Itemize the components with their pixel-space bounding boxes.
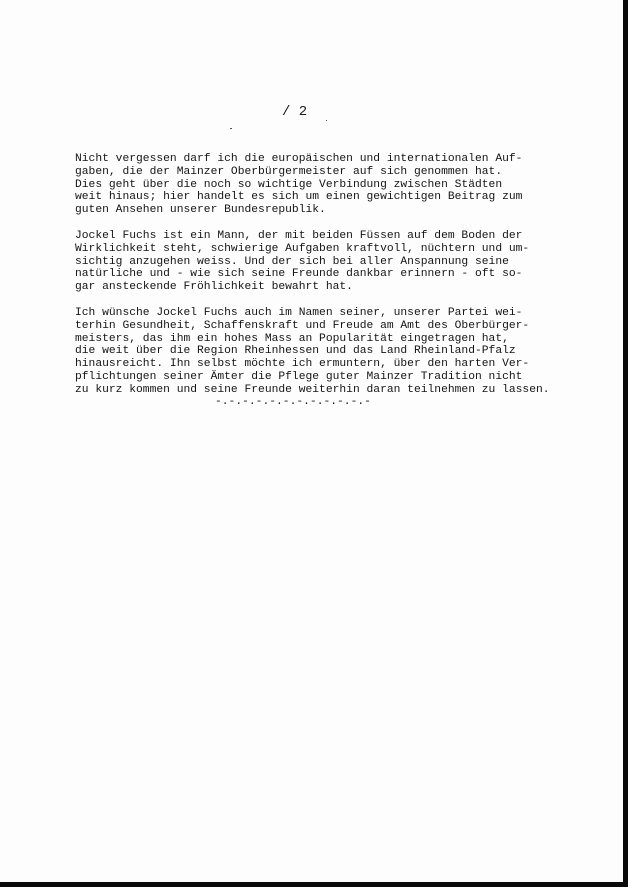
text-line: die weit über die Region Rheinhessen und das Land Rheinland-Pfalz xyxy=(75,345,516,358)
text-line: meisters, das ihm ein hohes Mass an Popularität eingetragen hat, xyxy=(75,332,509,345)
text-line: zu kurz kommen und seine Freunde weiterhin daran teilnehmen zu lassen. xyxy=(75,383,550,396)
end-mark: -.-.-.-.-.-.-.-.-.-.-.- xyxy=(215,396,371,408)
paragraph-2 xyxy=(75,230,575,294)
text-line: gar ansteckende Fröhlichkeit bewahrt hat. xyxy=(75,281,353,294)
text-line: Dies geht über die noch so wichtige Verbindung zwischen Städten xyxy=(75,178,503,191)
letter-body xyxy=(75,153,575,410)
text-line: weit hinaus; hier handelt es sich um einen gewichtigen Beitrag zum xyxy=(75,191,523,204)
text-line: natürliche und - wie sich seine Freunde dankbar erinnern - oft so- xyxy=(75,268,523,281)
page-number: / 2 xyxy=(282,104,308,120)
text-line: Jockel Fuchs ist ein Mann, der mit beiden Füssen auf dem Boden der xyxy=(75,229,523,242)
text-line: guten Ansehen unserer Bundesrepublik. xyxy=(75,204,326,217)
paragraph-3 xyxy=(75,307,575,397)
scan-speck xyxy=(230,128,232,129)
text-line: pflichtungen seiner Ämter die Pflege guter Mainzer Tradition nicht xyxy=(75,370,523,383)
scan-border-right xyxy=(623,0,628,887)
text-line: hinausreicht. Ihn selbst möchte ich ermuntern, über den harten Ver- xyxy=(75,358,530,371)
text-line: sichtig anzugehen weiss. Und der sich bei aller Anspannung seine xyxy=(75,255,509,268)
text-line: terhin Gesundheit, Schaffenskraft und Freude am Amt des Oberbürger- xyxy=(75,319,530,332)
text-line: gaben, die der Mainzer Oberbürgermeister auf sich genommen hat. xyxy=(75,165,503,178)
paragraph-1 xyxy=(75,153,575,217)
scan-speck xyxy=(326,120,327,121)
scan-border-bottom xyxy=(0,882,628,887)
text-line: Wirklichkeit steht, schwierige Aufgaben kraftvoll, nüchtern und um- xyxy=(75,242,530,255)
text-line: Ich wünsche Jockel Fuchs auch im Namen seiner, unserer Partei wei- xyxy=(75,306,523,319)
text-line: Nicht vergessen darf ich die europäischen und internationalen Auf- xyxy=(75,153,523,165)
